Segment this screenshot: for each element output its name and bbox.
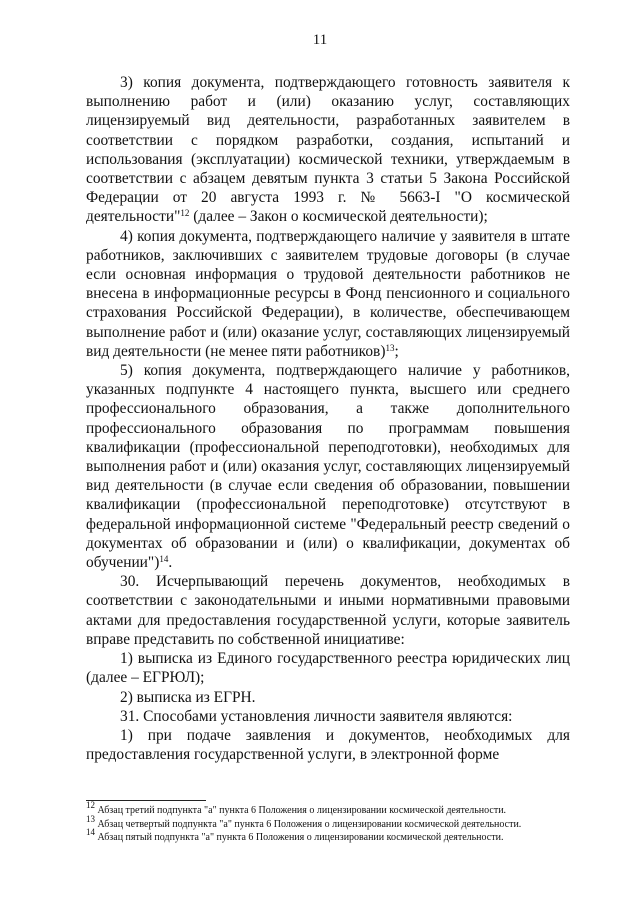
footnote-divider — [86, 800, 206, 801]
paragraph-clause-30 — [86, 572, 570, 649]
paragraph-tail: (далее – Закон о космической деятельности); — [189, 208, 488, 226]
footnote-12 — [86, 800, 570, 818]
paragraph-identification-1 — [86, 726, 570, 764]
paragraph-clause-31 — [86, 707, 570, 726]
paragraph-text: 31. Способами установления личности заявителя являются: — [120, 707, 513, 725]
paragraph-tail: . — [168, 554, 173, 572]
footnote-13 — [86, 813, 570, 832]
footnote-text: Абзац пятый подпункта "а" пункта 6 Положения о лицензировании космической деятельности. — [95, 832, 504, 843]
document-body — [86, 73, 570, 764]
footnote-mark: 13 — [86, 813, 95, 824]
paragraph-item-3 — [86, 73, 570, 227]
paragraph-item-5 — [86, 361, 570, 572]
footnote-ref: 12 — [180, 208, 190, 219]
paragraph-text: 2) выписка из ЕГРН. — [120, 688, 256, 706]
paragraph-text: 30. Исчерпывающий перечень документов, необходимых в соответствии с законодательными и иными нормативными правовыми актами для предоставления государственной услуги, которые заявитель вправе представить по собственной инициативе: — [86, 573, 570, 648]
paragraph-text: 1) выписка из Единого государственного реестра юридических лиц (далее – ЕГРЮЛ); — [86, 650, 570, 687]
page-number: 11 — [312, 32, 328, 48]
footnote-mark: 14 — [86, 827, 95, 837]
footnote-text: Абзац третий подпункта "а" пункта 6 Положения о лицензировании космической деятельности. — [95, 805, 507, 816]
paragraph-egrn — [86, 688, 570, 707]
paragraph-tail: ; — [394, 342, 399, 360]
footnote-mark: 12 — [86, 800, 95, 810]
paragraph-item-4 — [86, 227, 570, 361]
footnote-text: Абзац четвертый подпункта "а" пункта 6 Положения о лицензировании космической деятельности. — [95, 818, 522, 830]
paragraph-egrul — [86, 649, 570, 687]
footnotes — [86, 800, 570, 845]
paragraph-text: 3) копия документа, подтверждающего готовность заявителя к выполнению работ и (или) оказанию услуг, составляющих лицензируемый вид деятельности, разработанных заявителем в соответствии с порядком разработки, создания, испытаний и использования (эксплуатации) космической техники, утверждаемым в соответствии с абзацем девятым пункта 3 статьи 5 Закона Российской Федерации от 20 августа 1993 г. № 5663-I "О космической деятельности" — [86, 74, 570, 226]
paragraph-text: 4) копия документа, подтверждающего наличие у заявителя в штате работников, заключивших с заявителем трудовые договоры (в случае если основная информация о трудовой деятельности работников не внесена в информационные ресурсы в Фонд пенсионного и социального страхования Российской Федерации), в количестве, обеспечивающем выполнение работ и (или) оказание услуг, составляющих лицензируемый вид деятельности (не менее пяти работников) — [86, 227, 570, 360]
footnote-14 — [86, 827, 570, 845]
paragraph-text: 1) при подаче заявления и документов, необходимых для предоставления государственной услуги, в электронной форме — [86, 726, 570, 764]
paragraph-text: 5) копия документа, подтверждающего наличие у работников, указанных подпункте 4 настоящего пункта, высшего или среднего профессионального образования, а также дополнительного профессионального образования по программам повышения квалификации (профессиональной переподготовки), необходимых для выполнения работ и (или) оказания услуг, составляющих лицензируемый вид деятельности (в случае если сведения об образовании, повышении квалификации (профессиональной переподготовке) отсутствуют в федеральной информационной системе "Федеральный реестр сведений о документах об образовании и (или) о квалификации, документах об обучении") — [86, 362, 570, 572]
footnote-ref: 14 — [159, 554, 169, 565]
footnote-ref: 13 — [385, 342, 395, 353]
